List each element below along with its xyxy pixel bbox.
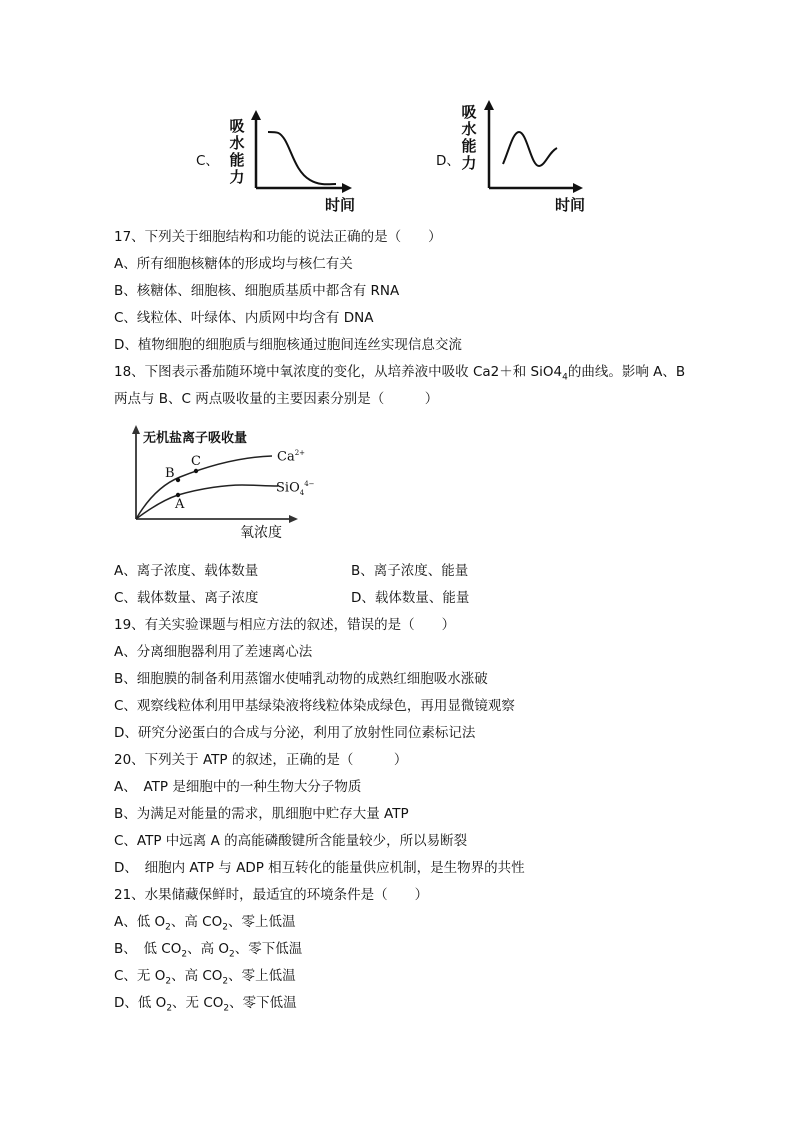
chart-point-b xyxy=(176,478,180,482)
figure-c-ylabel-char: 吸 xyxy=(229,117,245,135)
question-17-stem: 17、下列关于细胞结构和功能的说法正确的是（ ） xyxy=(114,229,442,245)
figure-d-curve xyxy=(503,132,557,166)
question-21-option-d xyxy=(114,994,297,1018)
option-subscript: 2 xyxy=(165,922,171,933)
chart-plot xyxy=(130,425,300,525)
option-subscript: 2 xyxy=(165,976,172,987)
option-subscript: 2 xyxy=(229,949,235,960)
figure-c-x-arrow xyxy=(342,183,352,193)
chart-curve-ca xyxy=(136,456,272,519)
question-18-stem-line2: 两点与 B、C 两点吸收量的主要因素分别是（ ） xyxy=(114,391,439,407)
figure-d-x-arrow xyxy=(573,183,583,193)
figure-c-y-arrow xyxy=(251,110,261,120)
option-text: 、高 CO xyxy=(170,914,223,930)
question-18-stem-subscript: 4 xyxy=(562,372,568,383)
question-19-option-b: B、细胞膜的制备利用蒸馏水使哺乳动物的成熟红细胞吸水涨破 xyxy=(114,671,488,687)
question-20-option-c: C、ATP 中远离 A 的高能磷酸键所含能量较少，所以易断裂 xyxy=(114,833,468,849)
question-19-option-d: D、研究分泌蛋白的合成与分泌，利用了放射性同位素标记法 xyxy=(114,725,476,741)
figure-c-xlabel: 时间 xyxy=(325,196,356,214)
chart-point-c xyxy=(194,469,198,473)
option-subscript: 2 xyxy=(166,1003,173,1014)
chart-series-ca-label xyxy=(277,449,305,464)
figure-d-ylabel-char: 力 xyxy=(461,154,477,172)
chart-y-arrow xyxy=(132,425,140,434)
figure-c-curve xyxy=(268,132,336,184)
option-text: D、低 O xyxy=(114,995,167,1011)
option-text: 、零下低温 xyxy=(229,995,297,1011)
option-text: B、 低 CO xyxy=(114,941,182,957)
figure-d-xlabel: 时间 xyxy=(555,196,586,214)
question-18-stem-text-end: 的曲线。影响 A、B xyxy=(567,364,686,380)
option-text: 、无 CO xyxy=(172,995,224,1011)
option-text: 、高 O xyxy=(187,941,230,957)
option-subscript: 2 xyxy=(222,922,228,933)
figure-c-ylabel-char: 能 xyxy=(229,151,245,169)
option-text: C、无 O xyxy=(114,968,166,984)
figure-c-ylabel xyxy=(228,118,246,186)
question-18-option-c: C、载体数量、离子浓度 xyxy=(114,590,259,606)
figure-d-plot xyxy=(483,100,593,190)
question-18-stem-line1 xyxy=(114,363,685,387)
question-20-stem: 20、下列关于 ATP 的叙述，正确的是（ ） xyxy=(114,752,408,768)
chart-series-si-sup: 4− xyxy=(304,480,315,488)
question-17-option-c: C、线粒体、叶绿体、内质网中均含有 DNA xyxy=(114,310,374,326)
question-17-option-b: B、核糖体、细胞核、细胞质基质中都含有 RNA xyxy=(114,283,400,299)
question-17-option-a: A、所有细胞核糖体的形成均与核仁有关 xyxy=(114,256,353,272)
question-21-option-c xyxy=(114,967,296,991)
figure-d-y-arrow xyxy=(484,100,494,110)
figure-c-option-label: C、 xyxy=(196,153,219,169)
chart-point-a-label: A xyxy=(175,497,185,512)
figure-d-ylabel xyxy=(460,104,478,172)
chart-ylabel: 无机盐离子吸收量 xyxy=(143,431,248,446)
chart-point-c-label: C xyxy=(191,454,201,469)
question-20-option-b: B、为满足对能量的需求，肌细胞中贮存大量 ATP xyxy=(114,806,409,822)
question-21-option-b xyxy=(114,940,302,964)
chart-xlabel: 氧浓度 xyxy=(240,525,282,541)
question-18-option-a: A、离子浓度、载体数量 xyxy=(114,563,259,579)
figure-d-option-label: D、 xyxy=(436,153,460,169)
figure-d-ylabel-char: 水 xyxy=(461,120,477,138)
option-text: 、零下低温 xyxy=(234,941,303,957)
question-19-option-c: C、观察线粒体利用甲基绿染液将线粒体染成绿色，再用显微镜观察 xyxy=(114,698,515,714)
option-text: 、高 CO xyxy=(171,968,223,984)
question-17-option-d: D、植物细胞的细胞质与细胞核通过胞间连丝实现信息交流 xyxy=(114,337,462,353)
question-19-stem: 19、有关实验课题与相应方法的叙述，错误的是（ ） xyxy=(114,617,456,633)
chart-point-b-label: B xyxy=(165,466,175,481)
chart-series-si-label xyxy=(276,480,315,497)
figure-d-ylabel-char: 能 xyxy=(461,137,477,155)
option-text: 、零上低温 xyxy=(227,914,296,930)
question-18-option-b: B、离子浓度、能量 xyxy=(351,563,469,579)
option-subscript: 2 xyxy=(181,949,188,960)
figure-d-ylabel-char: 吸 xyxy=(461,103,477,121)
option-subscript: 2 xyxy=(222,976,229,987)
option-text: 、零上低温 xyxy=(228,968,296,984)
question-20-option-d: D、 细胞内 ATP 与 ADP 相互转化的能量供应机制，是生物界的共性 xyxy=(114,860,525,876)
question-21-option-a xyxy=(114,913,295,937)
figure-c-plot xyxy=(250,110,360,200)
chart-series-si-text: SiO xyxy=(276,480,300,496)
option-text: A、低 O xyxy=(114,914,166,930)
chart-curve-si xyxy=(136,485,278,519)
figure-c-ylabel-char: 力 xyxy=(229,168,245,186)
option-subscript: 2 xyxy=(223,1003,230,1014)
question-20-option-a: A、 ATP 是细胞中的一种生物大分子物质 xyxy=(114,779,362,795)
chart-series-ca-sup: 2+ xyxy=(294,449,306,457)
question-18-stem-text: 18、下图表示番茄随环境中氧浓度的变化，从培养液中吸收 Ca2＋和 SiO4 xyxy=(114,364,563,380)
figure-c-ylabel-char: 水 xyxy=(229,134,245,152)
chart-series-si-sub: 4 xyxy=(299,488,305,497)
chart-series-ca-text: Ca xyxy=(277,449,295,465)
question-18-option-d: D、载体数量、能量 xyxy=(351,590,470,606)
chart-x-arrow xyxy=(289,515,298,523)
question-19-option-a: A、分离细胞器利用了差速离心法 xyxy=(114,644,313,660)
question-21-stem: 21、水果储藏保鲜时，最适宜的环境条件是（ ） xyxy=(114,887,429,903)
